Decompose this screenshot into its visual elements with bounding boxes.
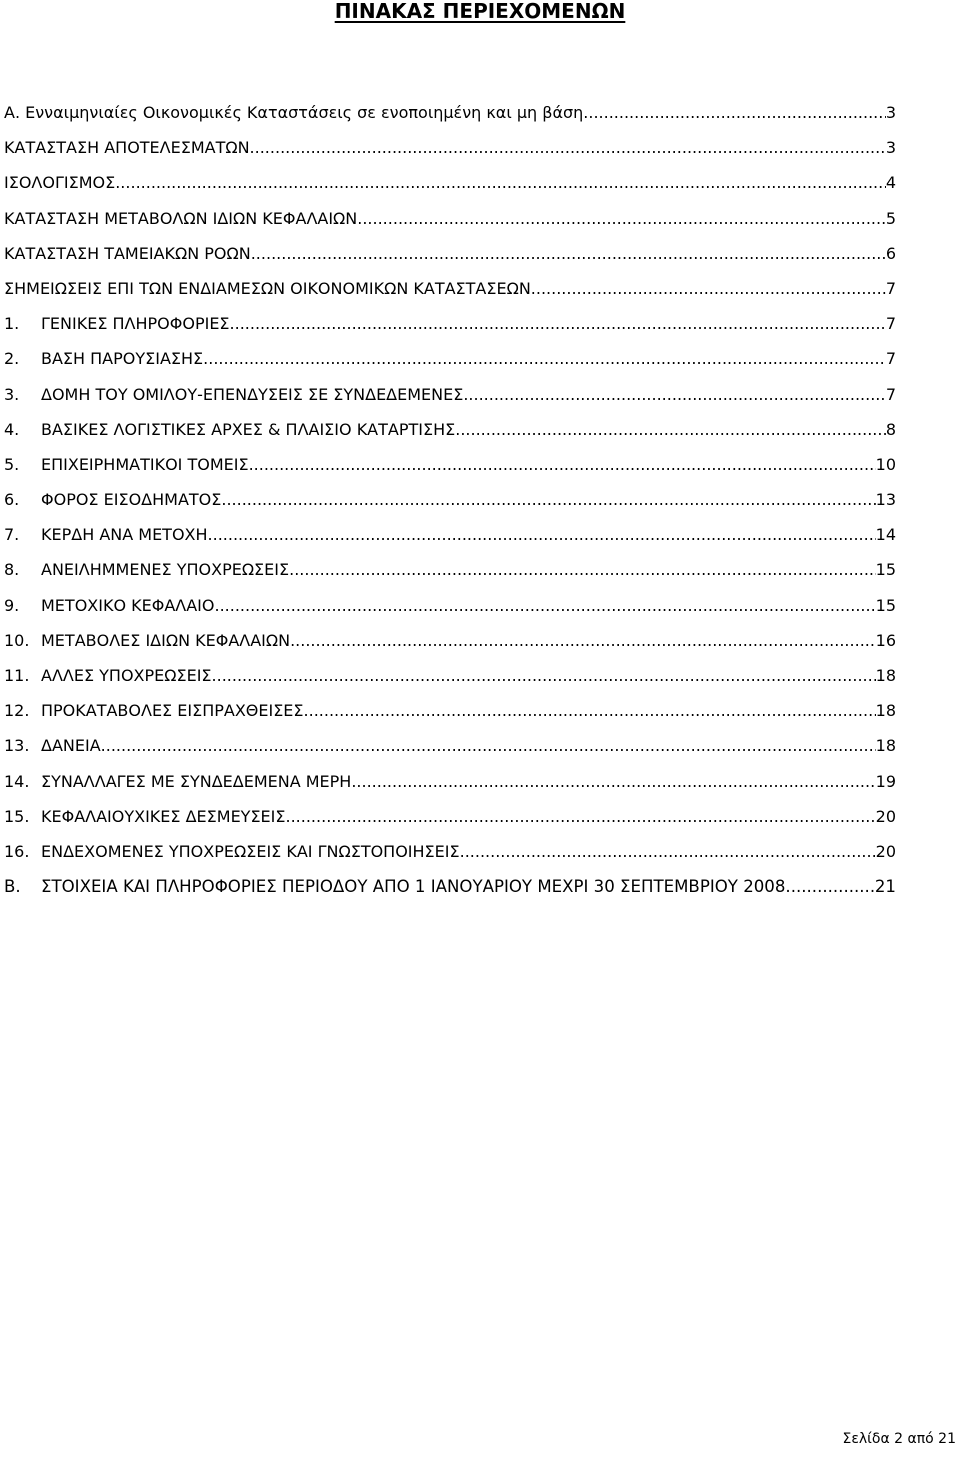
toc-entry-number: 15. [4,806,30,826]
toc-entry-label: ΔΟΜΗ ΤΟΥ ΟΜΙΛΟΥ-ΕΠΕΝΔΥΣΕΙΣ ΣΕ ΣΥΝΔΕΔΕΜΕΝΕΣ [41,384,464,404]
toc-entry-label: ΣΤΟΙΧΕΙΑ ΚΑΙ ΠΛΗΡΟΦΟΡΙΕΣ ΠΕΡΙΟΔΟΥ ΑΠΟ 1 ΙΑΝΟΥΑΡΙΟΥ ΜΕΧΡΙ 30 ΣΕΠΤΕΜΒΡΙΟΥ 2008 [41,877,786,897]
toc-entry[interactable] [4,130,896,165]
toc-entry-page: 5 [885,208,896,228]
toc-entry-label: ΚΕΡΔΗ ΑΝΑ ΜΕΤΟΧΗ [41,525,208,545]
toc-leader-dots [208,517,876,552]
toc-entry-number: 9. [4,595,20,615]
toc-leader-dots [214,588,875,623]
toc-entry-page: 20 [875,806,896,826]
toc-entry-page: 16 [875,630,896,650]
toc-entry[interactable] [4,377,896,412]
toc-entry-number: 2. [4,349,20,369]
toc-entry-label: ΔΑΝΕΙΑ [41,736,101,756]
toc-entry[interactable] [4,623,896,658]
toc-leader-dots [785,869,874,904]
toc-leader-dots [221,482,875,517]
toc-leader-dots [357,201,886,236]
toc-entry-page: 18 [875,701,896,721]
toc-entry-label: ΦΟΡΟΣ ΕΙΣΟΔΗΜΑΤΟΣ [41,490,222,510]
toc-leader-dots [286,799,876,834]
toc-entry-page: 18 [875,666,896,685]
toc-entry-label: ΑΝΕΙΛΗΜΜΕΝΕΣ ΥΠΟΧΡΕΩΣΕΙΣ [41,560,290,580]
toc-entry-number: 13. [4,736,30,756]
toc-entry-page: 20 [875,841,896,861]
toc-entry[interactable] [4,517,896,552]
toc-entry[interactable] [4,834,896,869]
toc-entry[interactable] [4,764,896,799]
toc-entry-page: 7 [885,278,896,298]
toc-entry-page: 15 [875,595,896,615]
toc-entry[interactable] [4,658,896,693]
toc-leader-dots [289,552,876,587]
toc-entry-page: 21 [874,877,896,897]
toc-entry-page: 10 [875,454,896,474]
toc-entry[interactable] [4,95,896,130]
toc-entry[interactable] [4,693,896,728]
toc-entry-page: 4 [885,173,896,193]
toc-entry-page: 18 [875,736,896,756]
table-of-contents [4,95,896,904]
toc-entry-label: ΣΗΜΕΙΩΣΕΙΣ ΕΠΙ ΤΩΝ ΕΝΔΙΑΜΕΣΩΝ ΟΙΚΟΝΟΜΙΚΩΝ ΚΑΤΑΣΤΑΣΕΩΝ [4,278,531,298]
toc-entry-label: ΕΠΙΧΕΙΡΗΜΑΤΙΚΟΙ ΤΟΜΕΙΣ [41,454,249,474]
toc-entry-number: 4. [4,419,20,439]
toc-entry-label: ΜΕΤΑΒΟΛΕΣ ΙΔΙΩΝ ΚΕΦΑΛΑΙΩΝ [41,630,291,650]
toc-leader-dots [115,165,886,200]
toc-leader-dots [290,623,876,658]
toc-entry-number: 3. [4,384,20,404]
toc-entry-number: 10. [4,630,30,650]
toc-entry-label: ΓΕΝΙΚΕΣ ΠΛΗΡΟΦΟΡΙΕΣ [41,314,230,334]
toc-entry-label: ΒΑΣΙΚΕΣ ΛΟΓΙΣΤΙΚΕΣ ΑΡΧΕΣ & ΠΛΑΙΣΙΟ ΚΑΤΑΡΤΙΣΗΣ [41,419,456,439]
toc-leader-dots [583,95,886,130]
page-title: ΠΙΝΑΚΑΣ ΠΕΡΙΕΧΟΜΕΝΩΝ [334,0,626,23]
toc-leader-dots [212,658,876,693]
toc-entry-label: ΑΛΛΕΣ ΥΠΟΧΡΕΩΣΕΙΣ [41,666,212,685]
toc-entry[interactable] [4,447,896,482]
toc-leader-dots [251,236,886,271]
toc-leader-dots [250,130,886,165]
toc-entry-label: ΚΑΤΑΣΤΑΣΗ ΤΑΜΕΙΑΚΩΝ ΡΟΩΝ [4,243,251,263]
toc-entry-number: 16. [4,841,30,861]
toc-leader-dots [304,693,876,728]
toc-entry-page: 19 [875,771,896,791]
toc-entry-page: 6 [885,243,896,263]
toc-entry[interactable] [4,869,896,904]
toc-entry-label: ΚΑΤΑΣΤΑΣΗ ΑΠΟΤΕΛΕΣΜΑΤΩΝ [4,138,250,158]
toc-entry[interactable] [4,165,896,200]
toc-entry-label: ΜΕΤΟΧΙΚΟ ΚΕΦΑΛΑΙΟ [41,595,215,615]
toc-leader-dots [101,728,876,763]
toc-entry-number: 7. [4,525,20,545]
toc-leader-dots [463,377,885,412]
page-footer: Σελίδα 2 από 21 [842,1431,956,1447]
toc-entry-page: 7 [885,349,896,369]
toc-entry[interactable] [4,799,896,834]
toc-entry-label: ΙΣΟΛΟΓΙΣΜΟΣ [4,173,116,193]
toc-entry-number: 1. [4,314,20,334]
toc-entry-page: 13 [875,490,896,510]
toc-leader-dots [203,341,886,376]
toc-entry-page: 8 [885,419,896,439]
toc-entry-label: ΚΕΦΑΛΑΙΟΥΧΙΚΕΣ ΔΕΣΜΕΥΣΕΙΣ [41,806,286,826]
toc-entry-page: 7 [885,314,896,334]
toc-entry-label: ΠΡΟΚΑΤΑΒΟΛΕΣ ΕΙΣΠΡΑΧΘΕΙΣΕΣ [41,701,304,721]
toc-entry-number: 8. [4,560,20,580]
toc-entry[interactable] [4,236,896,271]
toc-entry[interactable] [4,588,896,623]
toc-leader-dots [230,306,886,341]
toc-leader-dots [351,764,875,799]
toc-entry-page: 14 [875,525,896,545]
toc-entry-page: 3 [885,103,896,122]
toc-entry[interactable] [4,306,896,341]
toc-entry[interactable] [4,271,896,306]
toc-entry-label: ΣΥΝΑΛΛΑΓΕΣ ΜΕ ΣΥΝΔΕΔΕΜΕΝΑ ΜΕΡΗ [41,771,352,791]
toc-entry[interactable] [4,728,896,763]
toc-leader-dots [531,271,886,306]
toc-entry-page: 3 [885,138,896,158]
toc-leader-dots [455,412,886,447]
toc-entry-label: Α. Ενναιμηνιαίες Οικονομικές Καταστάσεις σε ενοποιημένη και μη βάση [4,103,584,122]
toc-entry-page: 7 [885,384,896,404]
toc-entry[interactable] [4,412,896,447]
toc-entry-number: 6. [4,490,20,510]
toc-entry[interactable] [4,201,896,236]
toc-entry-label: ΕΝΔΕΧΟΜΕΝΕΣ ΥΠΟΧΡΕΩΣΕΙΣ ΚΑΙ ΓΝΩΣΤΟΠΟΙΗΣΕΙΣ [41,841,460,861]
toc-entry-number: 12. [4,701,30,721]
toc-entry-number: 5. [4,454,20,474]
toc-entry-number: Β. [4,877,21,897]
toc-entry[interactable] [4,482,896,517]
toc-entry-number: 11. [4,666,30,685]
toc-leader-dots [460,834,876,869]
toc-entry-number: 14. [4,771,30,791]
toc-entry[interactable] [4,341,896,376]
toc-leader-dots [249,447,876,482]
toc-entry-page: 15 [875,560,896,580]
toc-entry-label: ΒΑΣΗ ΠΑΡΟΥΣΙΑΣΗΣ [41,349,204,369]
toc-entry-label: ΚΑΤΑΣΤΑΣΗ ΜΕΤΑΒΟΛΩΝ ΙΔΙΩΝ ΚΕΦΑΛΑΙΩΝ [4,208,358,228]
toc-entry[interactable] [4,552,896,587]
